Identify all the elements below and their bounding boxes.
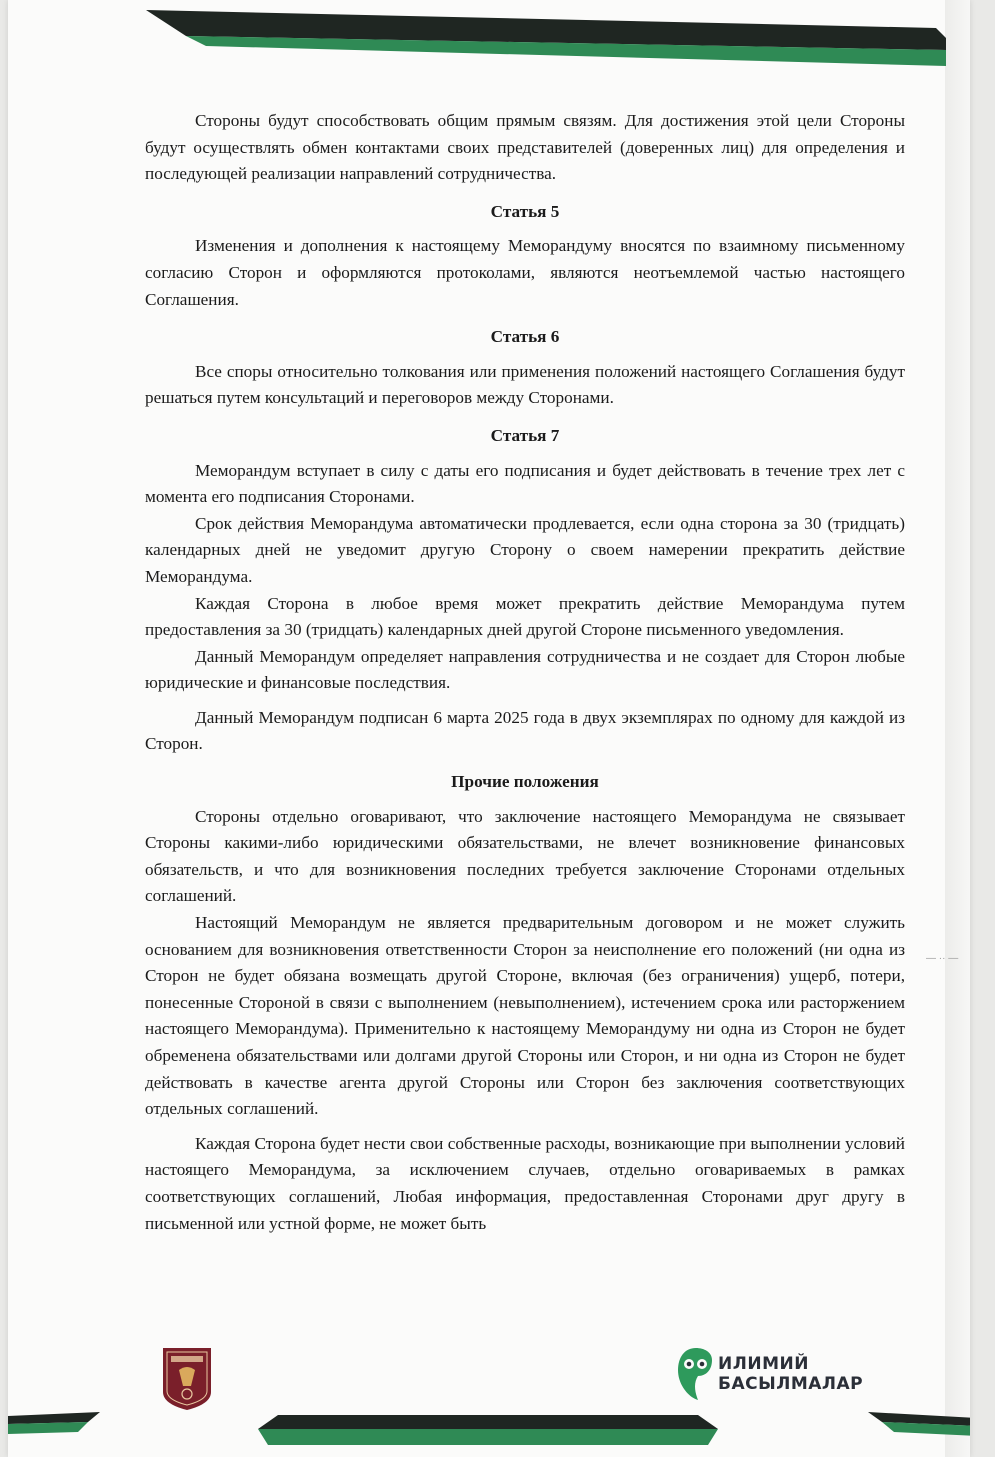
scan-artifact: — ·· — [926, 953, 959, 964]
article-7-paragraph: Меморандум вступает в силу с даты его подписания и будет действовать в течение трех лет с момента его подписания Сторонами. [145, 460, 905, 507]
footer-band-center [258, 1415, 718, 1457]
publisher-name-line1: ИЛИМИЙ [718, 1354, 809, 1374]
other-provisions-paragraph: Настоящий Меморандум не является предварительным договором и не может служить основанием для возникновения ответственности Сторон за неисполнение его положений (ни одна из Сторон не будет обязана возмещать другой Стороне, включая (без ограничения) ущерб, потери, понесенные Стороной в связи с выполнением (невыполнением), истечением срока или расторжением настоящего Меморандума). Применительно к настоящему Меморандуму ни одна из Сторон не будет обременена обязательствами или долгами другой Стороны или Сторон, и ни одна из Сторон не будет действовать в качестве агента другой Стороны или Сторон без заключения соответствующих отдельных соглашений. [145, 913, 905, 1119]
article-5-text: Изменения и дополнения к настоящему Меморандуму вносятся по взаимному письменному согласию Сторон и оформляются протоколами, являются неотъемлемой частью настоящего Соглашения. [145, 236, 905, 309]
footer-band-left [8, 1412, 100, 1440]
article-7-paragraph: Данный Меморандум подписан 6 марта 2025 года в двух экземплярах по одному для каждой из Сторон. [145, 707, 905, 754]
other-provisions-paragraph: Стороны отдельно оговаривают, что заключение настоящего Меморандума не связывает Стороны какими-либо юридическими обязательствами, не влечет возникновение финансовых обязательств, и что для возникновения последних требуется заключение Сторонами отдельных соглашений. [145, 806, 905, 906]
document-body [145, 108, 905, 1237]
article-7-paragraph: Данный Меморандум определяет направления сотрудничества и не создает для Сторон любые юридические и финансовые последствия. [145, 646, 905, 693]
article-7-paragraph: Срок действия Меморандума автоматически продлевается, если одна сторона за 30 (тридцать) календарных дней не уведомит другую Сторону о своем намерении прекратить действие Меморандума. [145, 513, 905, 586]
article-6-heading: Статья 6 [490, 327, 560, 347]
other-provisions-heading: Прочие положения [451, 772, 599, 792]
owl-icon [676, 1346, 716, 1402]
publisher-logo [676, 1346, 866, 1402]
intro-paragraph: Стороны будут способствовать общим прямым связям. Для достижения этой цели Стороны будут осуществлять обмен контактами своих представителей (доверенных лиц) для определения и последующей реализации направлений сотрудничества. [145, 111, 905, 184]
article-7-heading: Статья 7 [490, 425, 560, 445]
article-5-heading: Статья 5 [490, 201, 560, 221]
university-emblem-icon [161, 1346, 213, 1412]
article-6-text: Все споры относительно толкования или применения положений настоящего Соглашения будут решаться путем консультаций и переговоров между Сторонами. [145, 361, 905, 408]
header-decorative-band [146, 10, 946, 66]
other-provisions-paragraph: Каждая Сторона будет нести свои собственные расходы, возникающие при выполнении условий настоящего Меморандума, за исключением случаев, отдельно оговариваемых в рамках соответствующих соглашений, Любая информация, предоставленная Сторонами друг другу в письменной или устной форме, не может быть [145, 1133, 905, 1233]
page-edge-shadow [945, 0, 970, 1457]
publisher-name-line2: БАСЫЛМАЛАР [718, 1374, 864, 1394]
footer-band-right [868, 1412, 970, 1440]
document-page [8, 0, 970, 1457]
article-7-paragraph: Каждая Сторона в любое время может прекратить действие Меморандума путем предоставления за 30 (тридцать) календарных дней другой Стороне письменного уведомления. [145, 593, 905, 640]
